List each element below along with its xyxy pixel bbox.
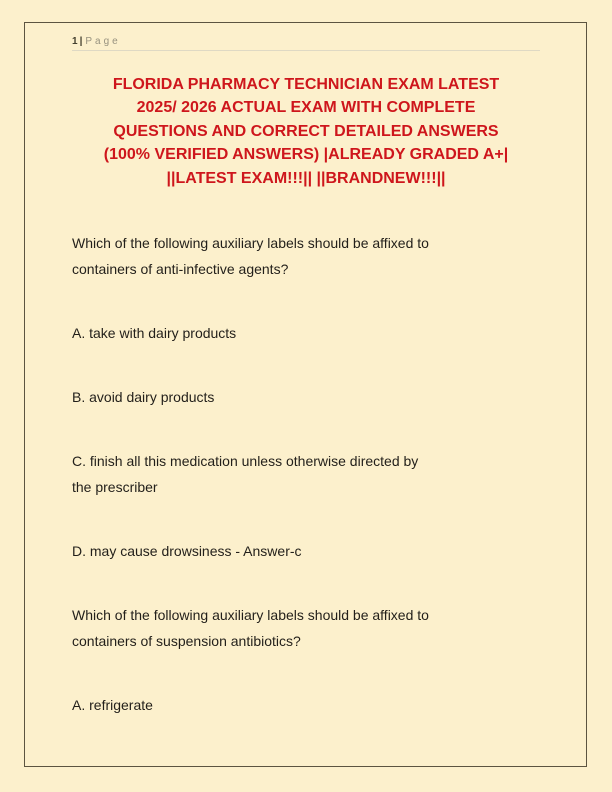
body-line: C. finish all this medication unless otherwise directed by (72, 453, 419, 469)
body-line: the prescriber (72, 479, 158, 495)
title-line: (100% VERIFIED ANSWERS) |ALREADY GRADED A+| (103, 146, 509, 164)
answer-option-paragraph (72, 320, 546, 346)
body-line: A. refrigerate (72, 697, 153, 713)
body-line: D. may cause drowsiness - Answer-c (72, 543, 302, 559)
body-line: B. avoid dairy products (72, 389, 215, 405)
question-paragraph (72, 230, 546, 282)
answer-option-paragraph (72, 692, 546, 718)
document-title (71, 73, 541, 190)
title-line: 2025/ 2026 ACTUAL EXAM WITH COMPLETE (136, 99, 476, 117)
header-rule (72, 50, 540, 51)
title-line: ||LATEST EXAM!!!|| ||BRANDNEW!!!|| (166, 169, 446, 187)
page-label: Page (85, 36, 121, 47)
question-paragraph (72, 602, 546, 654)
body-line: Which of the following auxiliary labels should be affixed to (72, 607, 429, 623)
title-line: QUESTIONS AND CORRECT DETAILED ANSWERS (113, 122, 499, 140)
answer-option-paragraph (72, 448, 546, 500)
body-line: A. take with dairy products (72, 325, 237, 341)
body-line: Which of the following auxiliary labels should be affixed to (72, 235, 429, 251)
answer-option-paragraph (72, 538, 546, 564)
header-divider: | (79, 36, 83, 47)
page-number: 1 (72, 36, 78, 47)
document-body (72, 230, 546, 756)
answer-option-paragraph (72, 384, 546, 410)
body-line: containers of suspension antibiotics? (72, 633, 301, 649)
page-header (72, 36, 540, 47)
title-line: FLORIDA PHARMACY TECHNICIAN EXAM LATEST (112, 76, 500, 93)
body-line: containers of anti-infective agents? (72, 261, 289, 277)
